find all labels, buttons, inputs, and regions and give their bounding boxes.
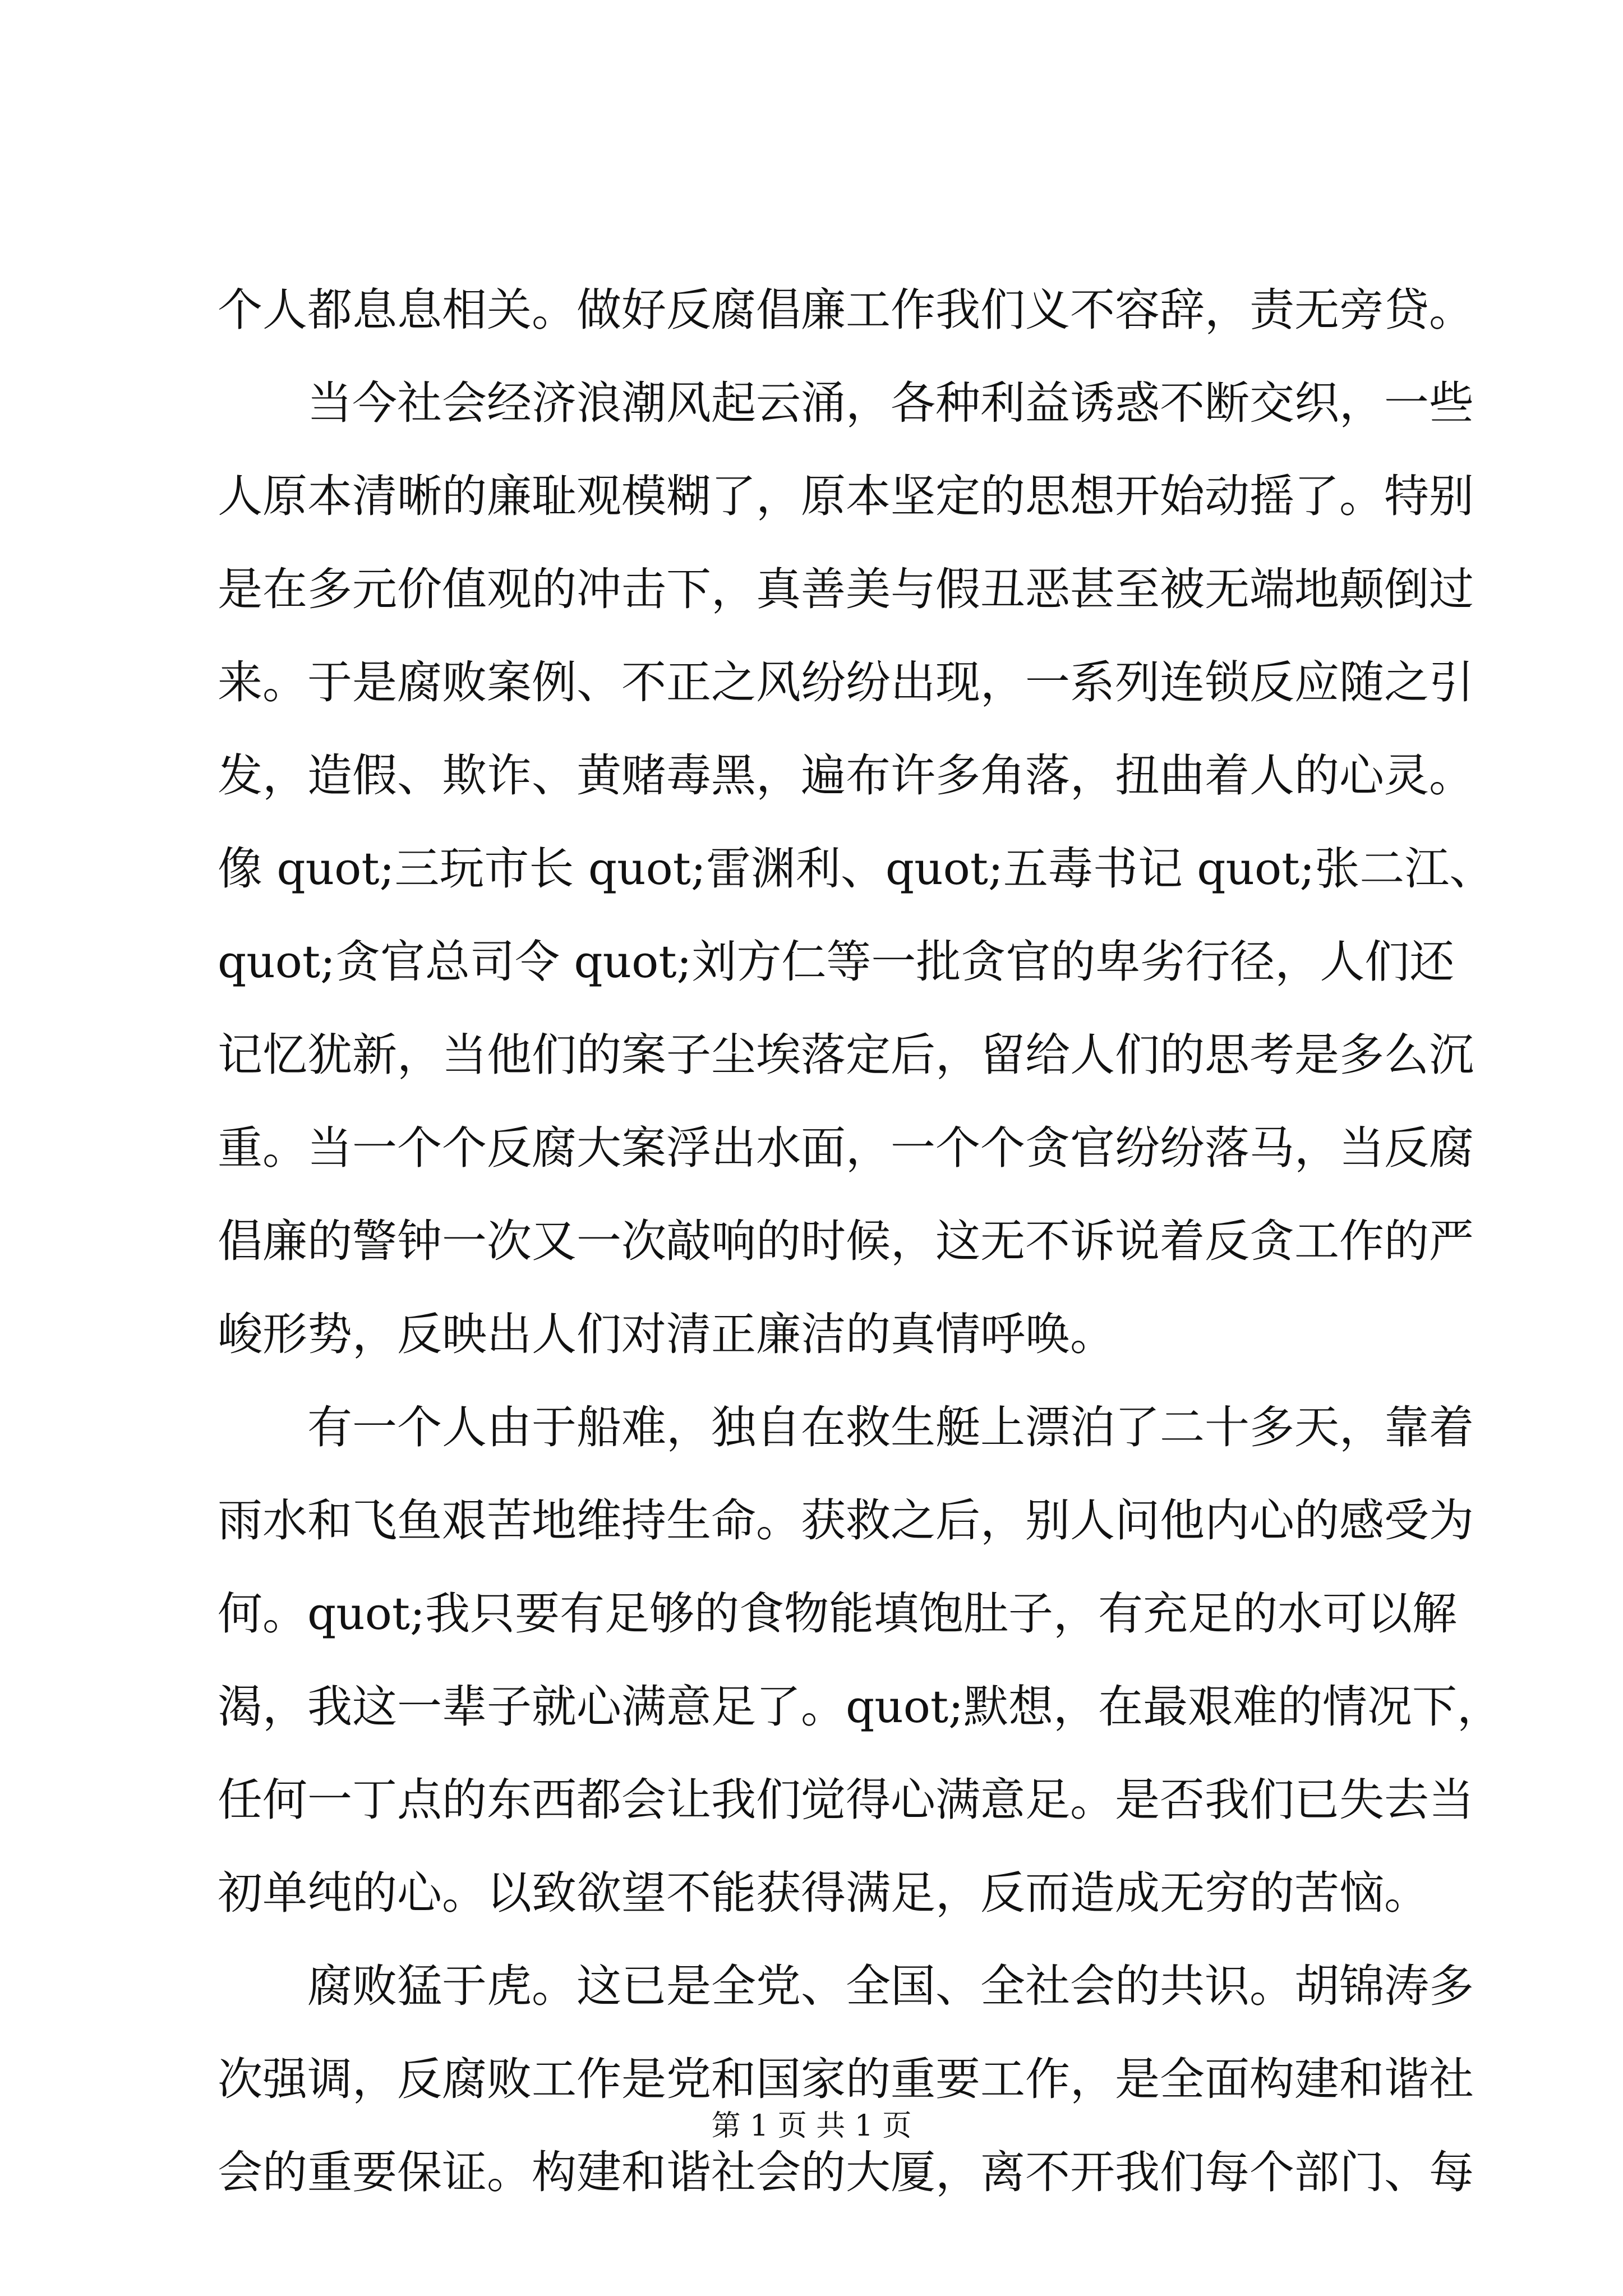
text-line: 记忆犹新，当他们的案子尘埃落定后，留给人们的思考是多么沉: [218, 1029, 1474, 1081]
text-line: 雨水和飞鱼艰苦地维持生命。获救之后，别人问他内心的感受为: [218, 1494, 1474, 1547]
text-line: 次强调，反腐败工作是党和国家的重要工作，是全面构建和谐社: [218, 2053, 1474, 2105]
text-line: 初单纯的心。以致欲望不能获得满足，反而造成无穷的苦恼。: [218, 1867, 1429, 1919]
text-line: 来。于是腐败案例、不正之风纷纷出现，一系列连锁反应随之引: [218, 656, 1474, 708]
text-line: 是在多元价值观的冲击下，真善美与假丑恶甚至被无端地颠倒过: [218, 563, 1474, 615]
text-line: 腐败猛于虎。这已是全党、全国、全社会的共识。胡锦涛多: [307, 1960, 1474, 2012]
text-line: 倡廉的警钟一次又一次敲响的时候，这无不诉说着反贪工作的严: [218, 1215, 1474, 1267]
text-line: 发，造假、欺诈、黄赌毒黑，遍布许多角落，扭曲着人的心灵。: [218, 749, 1474, 802]
text-line: 个人都息息相关。做好反腐倡廉工作我们义不容辞，责无旁贷。: [218, 284, 1474, 336]
text-line: 人原本清晰的廉耻观模糊了，原本坚定的思想开始动摇了。特别: [218, 470, 1474, 522]
text-line: 有一个人由于船难，独自在救生艇上漂泊了二十多天，靠着: [307, 1401, 1474, 1453]
text-line: quot;贪官总司令 quot;刘方仁等一批贪官的卑劣行径，人们还: [218, 936, 1455, 988]
page-footer: 第 1 页 共 1 页: [711, 2109, 912, 2143]
text-line: 何。quot;我只要有足够的食物能填饱肚子，有充足的水可以解: [218, 1588, 1457, 1640]
text-line: 任何一丁点的东西都会让我们觉得心满意足。是否我们已失去当: [218, 1774, 1474, 1826]
body-text: [218, 264, 1502, 2219]
text-line: 渴，我这一辈子就心满意足了。quot;默想，在最艰难的情况下，: [218, 1681, 1502, 1733]
text-line: 像 quot;三玩市长 quot;雷渊利、quot;五毒书记 quot;张二江、: [218, 843, 1495, 895]
text-line: 重。当一个个反腐大案浮出水面，一个个贪官纷纷落马，当反腐: [218, 1122, 1474, 1174]
text-line: 峻形势，反映出人们对清正廉洁的真情呼唤。: [218, 1308, 1115, 1360]
text-line: 当今社会经济浪潮风起云涌，各种利益诱惑不断交织，一些: [307, 377, 1474, 429]
text-line: 会的重要保证。构建和谐社会的大厦，离不开我们每个部门、每: [218, 2146, 1474, 2198]
